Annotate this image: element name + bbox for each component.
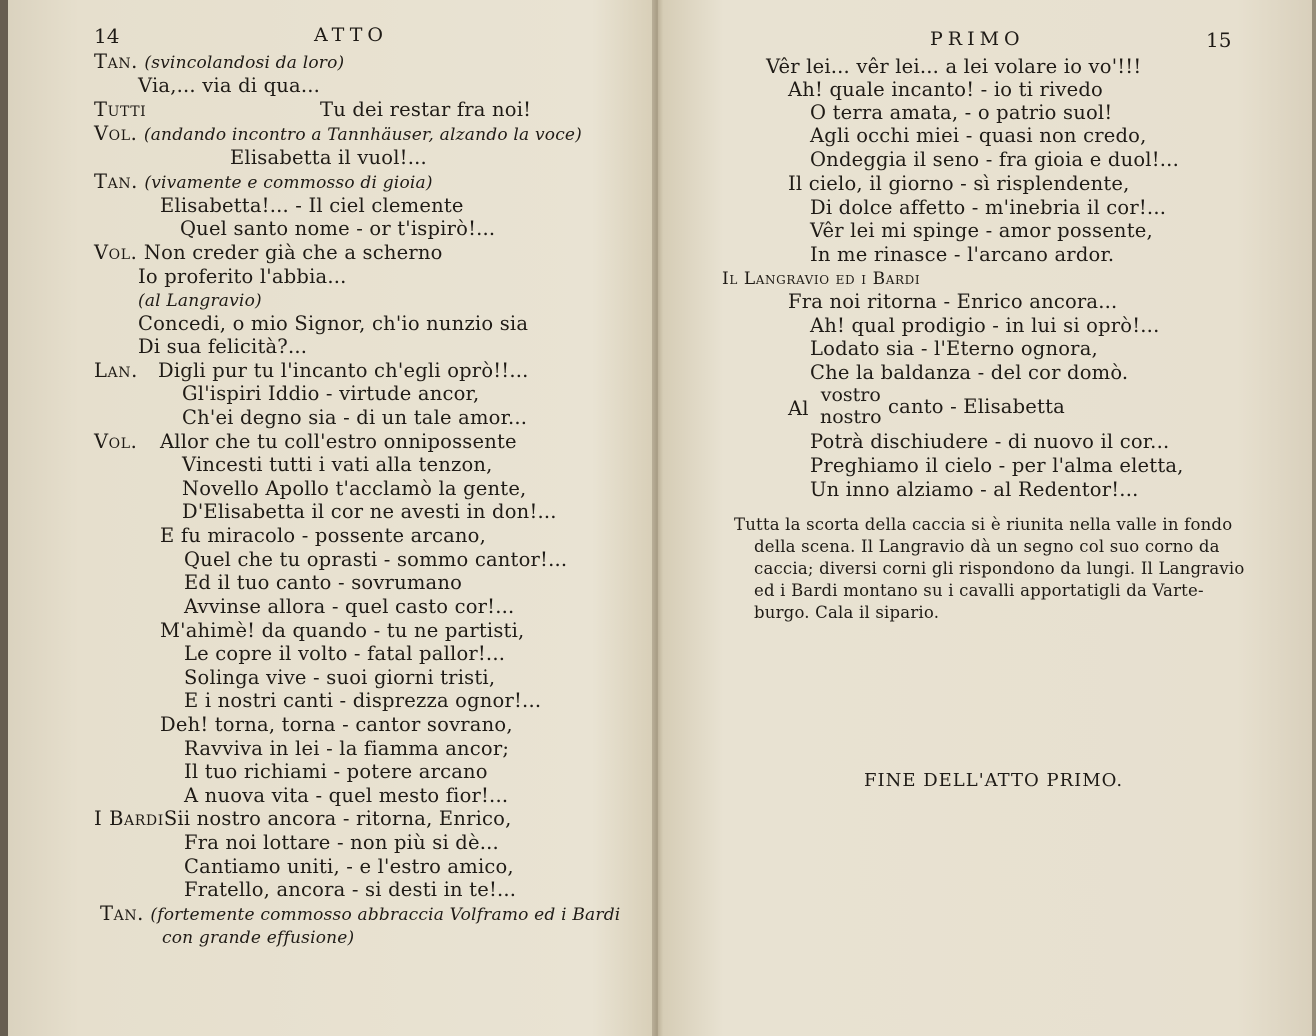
line: M'ahimè! da quando - tu ne partisti,	[160, 619, 525, 642]
page-number: 14	[94, 24, 120, 48]
line: Di sua felicità?...	[138, 335, 308, 358]
line: Vêr lei mi spinge - amor possente,	[810, 219, 1153, 242]
line: Ravviva in lei - la fiamma ancor;	[184, 737, 510, 760]
verse: Digli pur tu l'incanto ch'egli oprò!!...	[158, 359, 529, 382]
line: D'Elisabetta il cor ne avesti in don!...	[182, 500, 557, 523]
line: Ah! qual prodigio - in lui si oprò!...	[810, 314, 1160, 337]
verse: Non creder già che a scherno	[143, 241, 443, 264]
alt-upper: vostro	[820, 384, 881, 406]
line: Quel che tu oprasti - sommo cantor!...	[184, 548, 568, 571]
stage-direction: con grande effusione)	[162, 928, 355, 948]
left-page	[0, 0, 655, 1036]
alt-lower: nostro	[820, 406, 882, 428]
end-of-act: FINE DELL'ATTO PRIMO.	[864, 770, 1124, 791]
stage-direction: (andando incontro a Tannhäuser, alzando la voce)	[143, 125, 583, 145]
verse: Allor che tu coll'estro onnipossente	[160, 430, 517, 453]
line: Fra noi ritorna - Enrico ancora...	[788, 290, 1118, 313]
speaker: I Bardi	[94, 807, 164, 830]
line: Agli occhi miei - quasi non credo,	[810, 124, 1147, 147]
line: Ch'ei degno sia - di un tale amor...	[182, 406, 528, 429]
line: Deh! torna, torna - cantor sovrano,	[160, 713, 513, 736]
line: O terra amata, - o patrio suol!	[810, 101, 1113, 124]
line: Ed il tuo canto - sovrumano	[184, 571, 463, 594]
line: Avvinse allora - quel casto cor!...	[184, 595, 515, 618]
speaker: Vol.	[94, 430, 138, 453]
line: Gl'ispiri Iddio - virtude ancor,	[182, 382, 480, 405]
stage-note-line: caccia; diversi corni gli rispondono da lungi. Il Langravio	[754, 559, 1245, 578]
line: Lodato sia - l'Eterno ognora,	[810, 337, 1098, 360]
line: A nuova vita - quel mesto fior!...	[184, 784, 509, 807]
stage-note-line: ed i Bardi montano su i cavalli apportatigli da Varte-	[754, 581, 1204, 600]
alternative-words	[820, 384, 882, 428]
line: Io proferito l'abbia...	[138, 265, 347, 288]
stage-direction: (vivamente e commosso di gioia)	[144, 173, 433, 193]
line: Vêr lei... vêr lei... a lei volare io vo'!!!	[766, 55, 1142, 78]
line: Che la baldanza - del cor domò.	[810, 361, 1129, 384]
line: In me rinasce - l'arcano ardor.	[810, 243, 1115, 266]
line: Potrà dischiudere - di nuovo il cor...	[810, 430, 1170, 453]
line	[94, 807, 512, 831]
stage-note-line: Tutta la scorta della caccia si è riunita nella valle in fondo	[734, 515, 1233, 534]
speaker: Vol.	[94, 122, 138, 145]
al-rest: canto - Elisabetta	[888, 395, 1065, 418]
running-head: ATTO	[314, 24, 388, 46]
verse: Sii nostro ancora - ritorna, Enrico,	[163, 807, 512, 830]
speaker: Il Langravio ed i Bardi	[722, 269, 921, 289]
line	[94, 50, 344, 75]
line: Un inno alziamo - al Redentor!...	[810, 478, 1139, 501]
speaker: Tan.	[94, 50, 138, 73]
line: Novello Apollo t'acclamò la gente,	[182, 477, 527, 500]
right-page	[658, 0, 1316, 1036]
speaker: Tan.	[94, 170, 138, 193]
stage-direction: (fortemente commosso abbraccia Volframo ed i Bardi	[150, 905, 621, 925]
line	[94, 170, 433, 195]
speaker: Vol.	[94, 241, 138, 264]
line: Di dolce affetto - m'inebria il cor!...	[810, 196, 1167, 219]
line	[94, 359, 529, 383]
line: E i nostri canti - disprezza ognor!...	[184, 689, 542, 712]
stage-direction: (al Langravio)	[138, 291, 262, 311]
line: Ondeggia il seno - fra gioia e duol!...	[810, 148, 1179, 171]
al-prefix: Al	[788, 397, 809, 420]
line: Cantiamo uniti, - e l'estro amico,	[184, 855, 514, 878]
speaker: Lan.	[94, 359, 138, 382]
speaker: Tutti	[94, 98, 147, 121]
line: Il cielo, il giorno - sì risplendente,	[788, 172, 1130, 195]
running-head: PRIMO	[930, 28, 1025, 50]
line: Fratello, ancora - si desti in te!...	[184, 878, 517, 901]
page-number: 15	[1206, 28, 1232, 52]
line	[94, 122, 582, 147]
line: Ah! quale incanto! - io ti rivedo	[788, 78, 1104, 101]
line	[94, 241, 443, 265]
line: Preghiamo il cielo - per l'alma eletta,	[810, 454, 1184, 477]
line: E fu miracolo - possente arcano,	[160, 524, 487, 547]
stage-note-line: della scena. Il Langravio dà un segno col suo corno da	[754, 537, 1220, 556]
line: Elisabetta!... - Il ciel clemente	[160, 194, 464, 217]
line: Quel santo nome - or t'ispirò!...	[180, 217, 496, 240]
verse: Tu dei restar fra noi!	[320, 98, 532, 121]
line	[94, 430, 517, 454]
line: Via,... via di qua...	[138, 74, 321, 97]
line: Fra noi lottare - non più si dè...	[184, 831, 499, 854]
stage-direction: (svincolandosi da loro)	[144, 53, 345, 73]
line	[100, 902, 620, 927]
line: Solinga vive - suoi giorni tristi,	[184, 666, 496, 689]
line	[94, 98, 532, 122]
line: Vincesti tutti i vati alla tenzon,	[182, 453, 493, 476]
line: Elisabetta il vuol!...	[230, 146, 427, 169]
line: Il tuo richiami - potere arcano	[184, 760, 488, 783]
line: Le copre il volto - fatal pallor!...	[184, 642, 506, 665]
stage-note-line: burgo. Cala il sipario.	[754, 603, 940, 622]
speaker: Tan.	[100, 902, 144, 925]
line: Concedi, o mio Signor, ch'io nunzio sia	[138, 312, 529, 335]
